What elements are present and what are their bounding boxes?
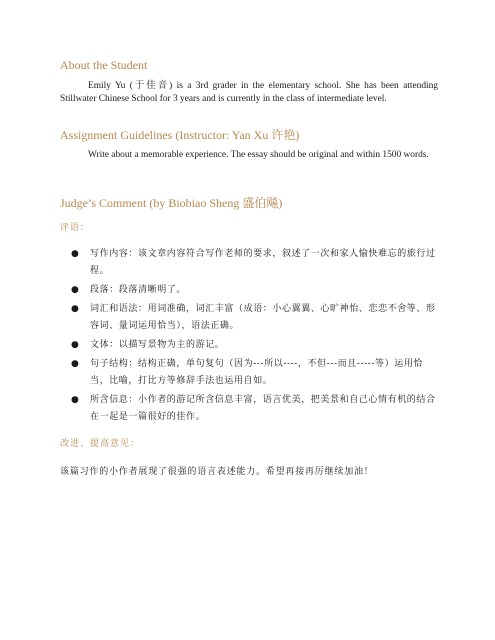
list-item [60, 392, 440, 426]
comment-sentence-structure: 句子结构：结构正确，单句复句（因为---所以----，不但---而且-----等）运用恰当，比喻，打比方等修辞手法也运用自如。 [90, 359, 424, 386]
list-item [60, 337, 440, 354]
comment-information: 所含信息：小作者的游记所含信息丰富，语言优美，把美景和自己心情有机的结合在一起是一篇很好的佳作。 [90, 395, 436, 422]
list-item [60, 301, 440, 335]
assignment-guidelines-text: Write about a memorable experience. The essay should be original and within 1500 words. [88, 150, 429, 160]
list-item [60, 356, 440, 390]
suggestions-label: 改进、提高意见： [60, 439, 141, 449]
about-student-heading: About the Student [60, 58, 148, 72]
list-item [60, 246, 440, 280]
bullet-icon: ● [71, 340, 80, 350]
list-item [60, 282, 440, 299]
assignment-guidelines-heading: Assignment Guidelines (Instructor: Yan Xu 许艳) [60, 128, 300, 142]
about-student-text: Emily Yu (于佳音) is a 3rd grader in the elementary school. She has been attending Stillwater Chinese School for 3 years and is currently in the class of intermediate level. [60, 81, 438, 104]
bullet-icon: ● [71, 359, 80, 369]
comment-paragraphs: 段落：段落清晰明了。 [90, 285, 187, 295]
bullet-icon: ● [71, 249, 80, 259]
comment-vocabulary: 词汇和语法：用词准确，词汇丰富（成语：小心翼翼、心旷神怡、恋恋不舍等、形容词、量词运用恰当），语法正确。 [90, 304, 436, 331]
comment-content: 写作内容：该文章内容符合写作老师的要求，叙述了一次和家人愉快难忘的旅行过程。 [90, 249, 436, 276]
comment-style: 文体：以描写景物为主的游记。 [90, 340, 225, 350]
judge-comments-list [60, 246, 440, 428]
suggestions-text: 该篇习作的小作者展现了很强的语言表述能力。希望再接再厉继续加油！ [60, 467, 374, 477]
bullet-icon: ● [71, 285, 80, 295]
judge-comment-heading: Judge’s Comment (by Biobiao Sheng 盛伯飚) [60, 196, 283, 210]
comments-label: 评语： [60, 223, 91, 233]
bullet-icon: ● [71, 304, 80, 314]
bullet-icon: ● [71, 395, 80, 405]
